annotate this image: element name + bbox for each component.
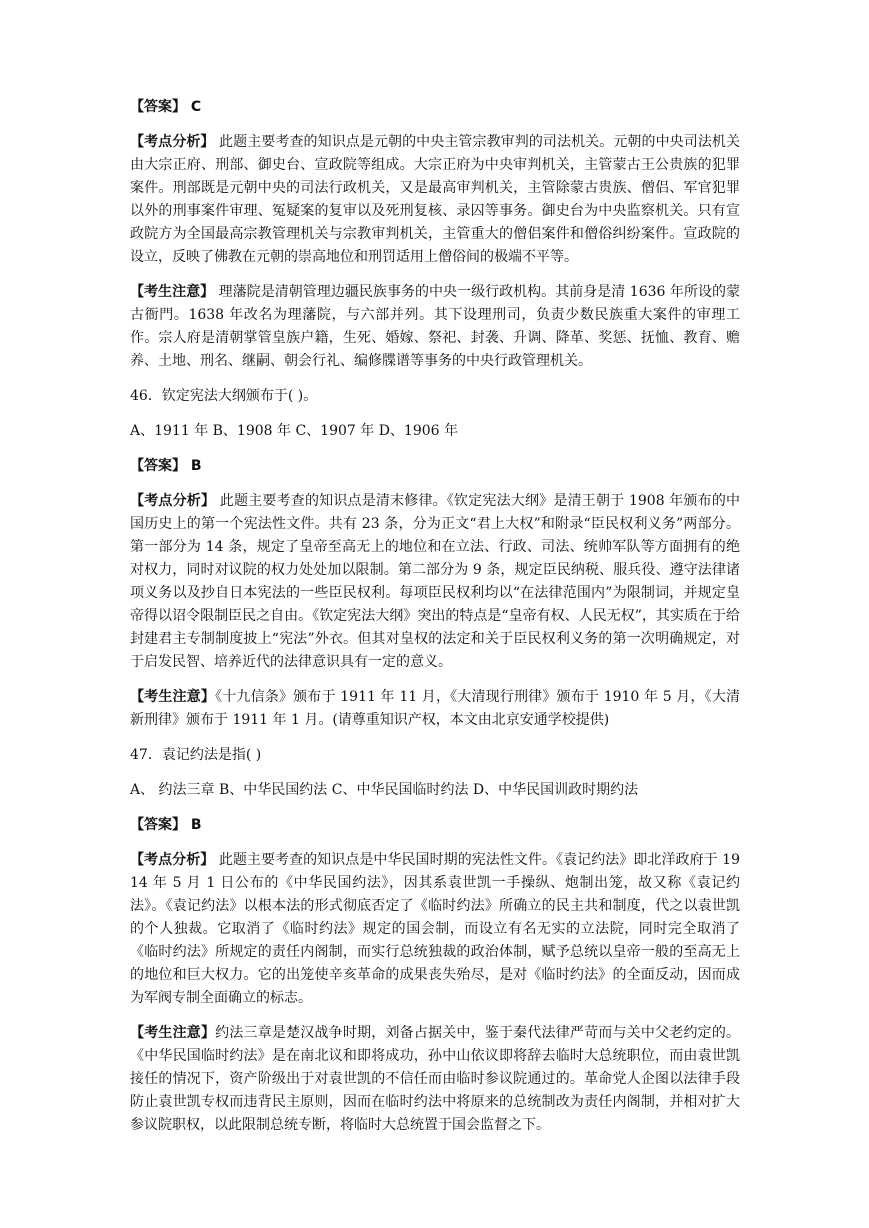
analysis-text: 此题主要考查的知识点是清末修律。《钦定宪法大纲》是清王朝于 1908 年颁布的中国历史上的第一个宪法性文件。共有 23 条，分为正文“君上大权”和附录“臣民权利义务”两部分。第一部分为 14 条，规定了皇帝至高无上的地位和在立法、行政、司法、统帅军队等方面拥有的绝对权力，同时对议院的权力处处加以限制。第二部分为 9 条，规定臣民纳税、服兵役、遵守法律诸项义务以及抄自日本宪法的一些臣民权利。每项臣民权利均以“在法律范围内”为限制词，并规定皇帝得以诏令限制臣民之自由。《钦定宪法大纲》突出的特点是“皇帝有权、人民无权”，其实质在于给封建君主专制制度披上“宪法”外衣。但其对皇权的法定和关于臣民权利义务的第一次明确规定，对于启发民智、培养近代的法律意识具有一定的意义。 [130, 493, 741, 670]
note-block [130, 281, 740, 373]
note-label: 【考生注意】 [130, 1025, 216, 1041]
analysis-text: 此题主要考查的知识点是中华民国时期的宪法性文件。《袁记约法》即北洋政府于 1914 年 5 月 1 日公布的《中华民国约法》，因其系袁世凯一手操纵、炮制出笼，故又称《袁记约法》。《袁记约法》以根本法的形式彻底否定了《临时约法》所确立的民主共和制度，代之以袁世凯的个人独裁。它取消了《临时约法》规定的国会制，而设立有名无实的立法院，同时完全取消了《临时约法》所规定的责任内阁制，而实行总统独裁的政治体制，赋予总统以皇帝一般的至高无上的地位和巨大权力。它的出笼使辛亥革命的成果丧失殆尽，是对《临时约法》的全面反动，因而成为军阀专制全面确立的标志。 [130, 852, 740, 1006]
note-text: 约法三章是楚汉战争时期，刘备占据关中，鉴于秦代法律严苛而与关中父老约定的。《中华民国临时约法》是在南北议和即将成功，孙中山依议即将辞去临时大总统职位，而由袁世凯接任的情况下，资产阶级出于对袁世凯的不信任而由临时参议院通过的。革命党人企图以法律手段防止袁世凯专权而违背民主原则，因而在临时约法中将原来的总统制改为责任内阁制，并相对扩大参议院职权，以此限制总统专断，将临时大总统置于国会监督之下。 [130, 1025, 741, 1133]
note-label: 【考生注意】 [130, 689, 216, 705]
options-text: A、 约法三章 B、中华民国约法 C、中华民国临时约法 D、中华民国训政时期约法 [130, 782, 639, 798]
answer-block [130, 455, 740, 478]
analysis-block [130, 490, 740, 674]
question-46-options [130, 420, 740, 443]
note-block [130, 686, 740, 732]
question-46 [130, 385, 740, 408]
answer-block [130, 814, 740, 837]
options-text: A、1911 年 B、1908 年 C、1907 年 D、1906 年 [130, 423, 459, 439]
answer-value: B [186, 458, 202, 474]
answer-value: C [186, 99, 202, 115]
question-text: 46．钦定宪法大纲颁布于( )。 [130, 388, 318, 404]
note-block [130, 1022, 740, 1137]
answer-label: 【答案】 [130, 817, 186, 833]
note-text: 《十九信条》颁布于 1911 年 11 月，《大清现行刑律》颁布于 1910 年 5 月，《大清新刑律》颁布于 1911 年 1 月。(请尊重知识产权，本文由北京安通学校提供) [130, 689, 740, 728]
question-47 [130, 744, 740, 767]
analysis-label: 【考点分析】 [130, 134, 215, 150]
note-text: 理藩院是清朝管理边疆民族事务的中央一级行政机构。其前身是清 1636 年所设的蒙古衙門。1638 年改名为理藩院，与六部并列。其下设理刑司，负责少数民族重大案件的审理工作。宗人府是清朝掌管皇族户籍，生死、婚嫁、祭祀、封袭、升调、降革、奖惩、抚恤、教育、赡养、土地、刑名、继嗣、朝会行礼、编修牒谱等事务的中央行政管理机关。 [130, 284, 741, 369]
answer-block [130, 96, 740, 119]
analysis-block [130, 131, 740, 269]
note-label: 【考生注意】 [130, 284, 215, 300]
analysis-label: 【考点分析】 [130, 852, 215, 868]
question-47-options [130, 779, 740, 802]
question-text: 47．袁记约法是指( ) [130, 747, 262, 763]
analysis-text: 此题主要考查的知识点是元朝的中央主管宗教审判的司法机关。元朝的中央司法机关由大宗正府、刑部、御史台、宣政院等组成。大宗正府为中央审判机关，主管蒙古王公贵族的犯罪案件。刑部既是元朝中央的司法行政机关，又是最高审判机关，主管除蒙古贵族、僧侣、军官犯罪以外的刑事案件审理、冤疑案的复审以及死刑复核、录囚等事务。御史台为中央监察机关。只有宣政院方为全国最高宗教管理机关与宗教审判机关，主管重大的僧侣案件和僧俗纠纷案件。宣政院的设立，反映了佛教在元朝的崇高地位和刑罚适用上僧俗间的极端不平等。 [130, 134, 740, 265]
analysis-block [130, 849, 740, 1010]
answer-value: B [186, 817, 202, 833]
document-page [130, 96, 740, 1149]
analysis-label: 【考点分析】 [130, 493, 216, 509]
answer-label: 【答案】 [130, 458, 186, 474]
answer-label: 【答案】 [130, 99, 186, 115]
